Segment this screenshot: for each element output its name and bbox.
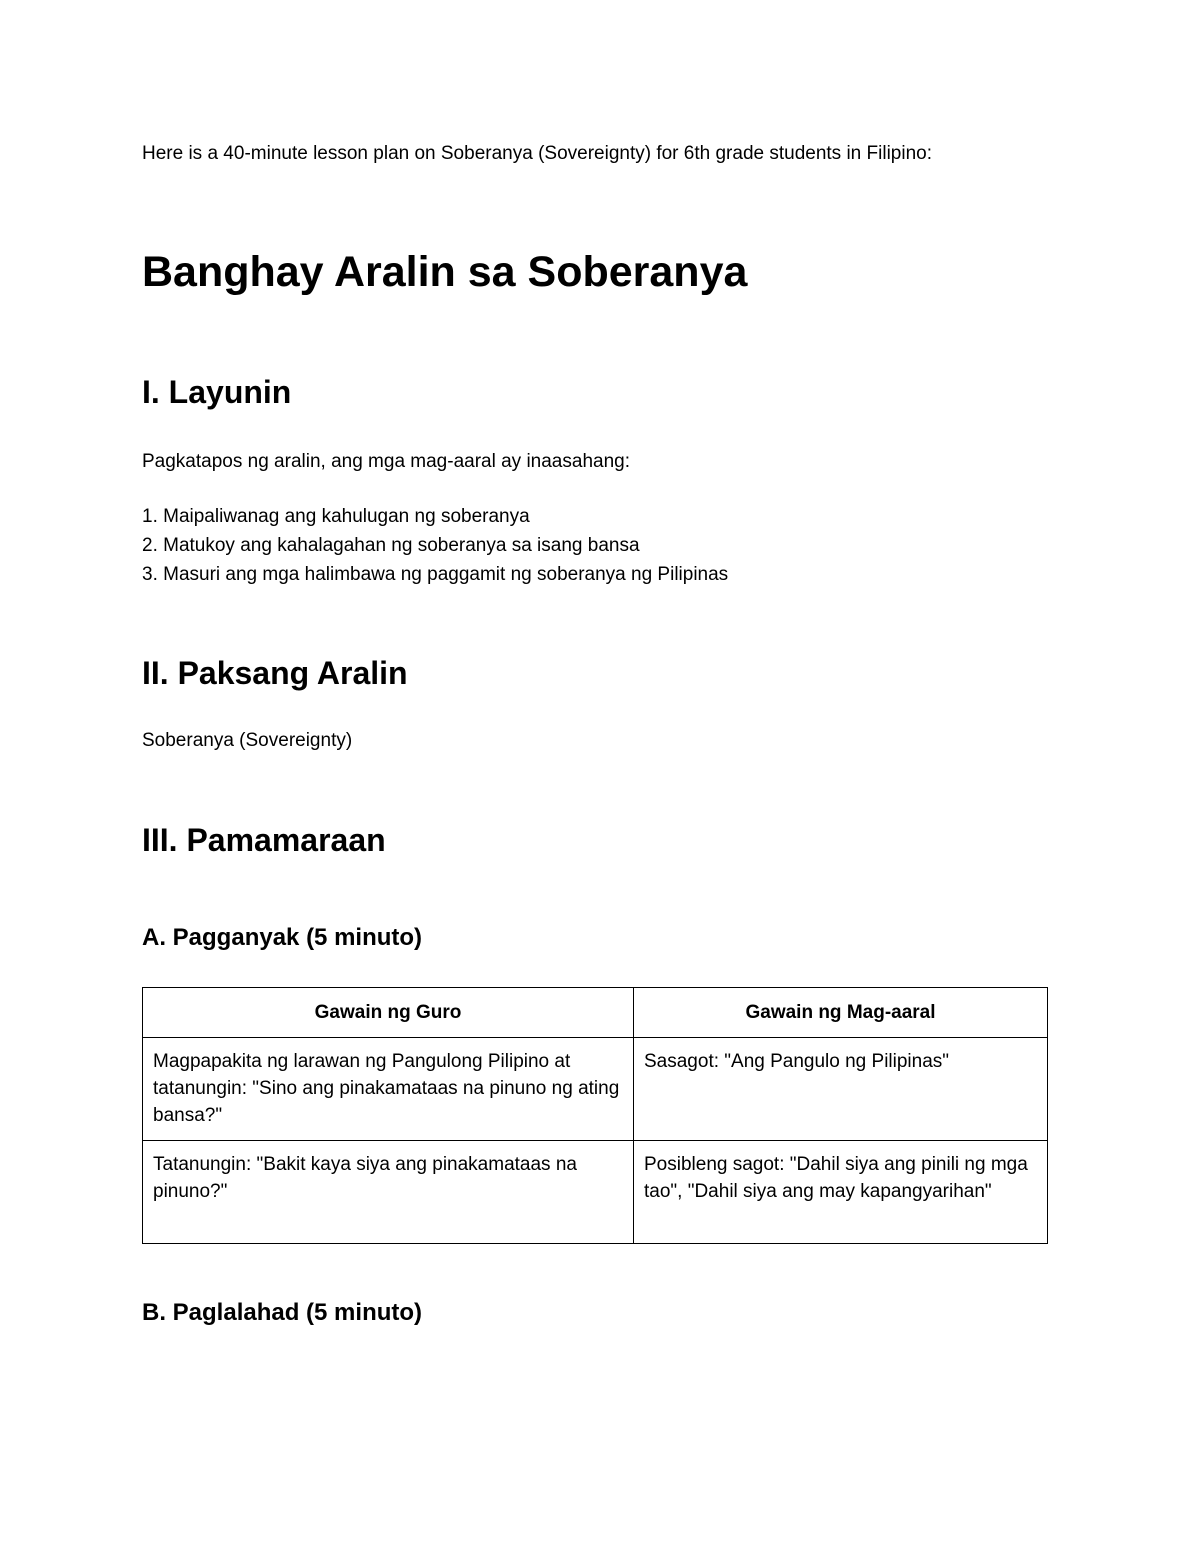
subheading-paglalahad: B. Paglalahad (5 minuto)	[142, 1299, 423, 1326]
table-row	[143, 1038, 1048, 1141]
table-cell: Tatanungin: "Bakit kaya siya ang pinakamataas na pinuno?"	[143, 1141, 634, 1244]
objective-item: 3. Masuri ang mga halimbawa ng paggamit ng soberanya ng Pilipinas	[142, 564, 729, 585]
table-cell: Magpapakita ng larawan ng Pangulong Pilipino at tatanungin: "Sino ang pinakamataas na pinuno ng ating bansa?"	[143, 1038, 634, 1141]
subheading-pagganyak: A. Pagganyak (5 minuto)	[142, 924, 423, 951]
intro-text: Here is a 40-minute lesson plan on Soberanya (Sovereignty) for 6th grade students in Filipino:	[142, 143, 932, 164]
column-header: Gawain ng Mag-aaral	[634, 988, 1048, 1038]
section-heading-pamamaraan: III. Pamamaraan	[142, 822, 386, 858]
table-header-row	[143, 988, 1048, 1038]
table-cell: Sasagot: "Ang Pangulo ng Pilipinas"	[634, 1038, 1048, 1141]
page-title: Banghay Aralin sa Soberanya	[142, 248, 748, 296]
activity-table	[142, 987, 1048, 1244]
objective-item: 1. Maipaliwanag ang kahulugan ng soberanya	[142, 506, 530, 527]
section-heading-paksang-aralin: II. Paksang Aralin	[142, 655, 408, 691]
layunin-lead: Pagkatapos ng aralin, ang mga mag-aaral ay inaasahang:	[142, 451, 630, 472]
table-row	[143, 1141, 1048, 1244]
objective-item: 2. Matukoy ang kahalagahan ng soberanya sa isang bansa	[142, 535, 640, 556]
column-header: Gawain ng Guro	[143, 988, 634, 1038]
table-cell: Posibleng sagot: "Dahil siya ang pinili ng mga tao", "Dahil siya ang may kapangyarihan"	[634, 1141, 1048, 1244]
paksang-aralin-text: Soberanya (Sovereignty)	[142, 730, 353, 751]
section-heading-layunin: I. Layunin	[142, 374, 292, 410]
